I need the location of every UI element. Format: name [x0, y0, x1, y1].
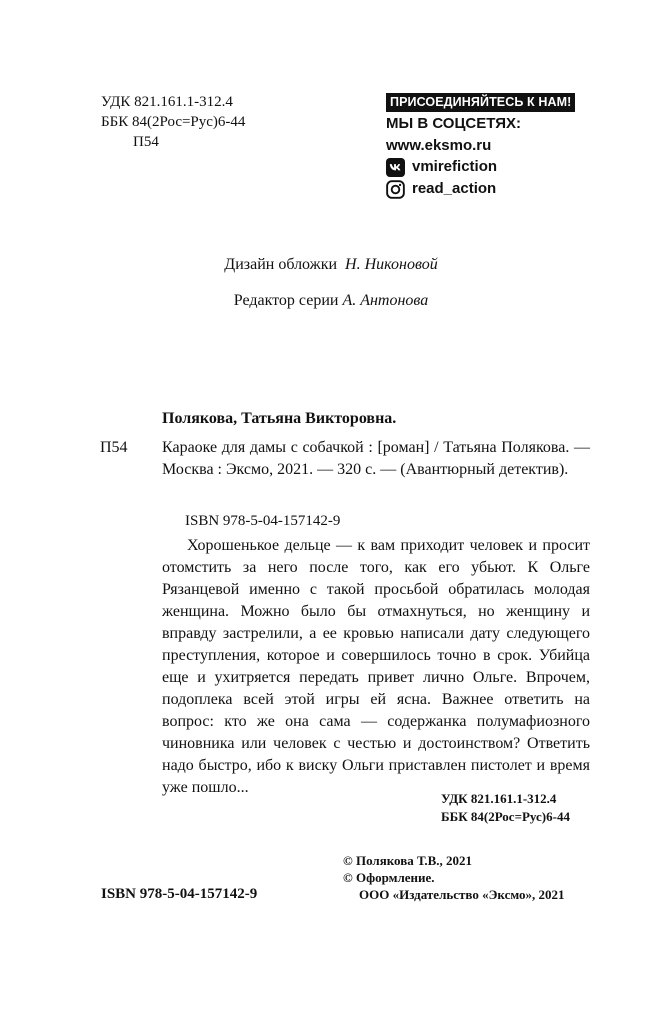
udk-right: УДК 821.161.1-312.4	[441, 791, 557, 806]
copyright-publisher: ООО «Издательство «Эксмо», 2021	[359, 887, 565, 902]
social-block	[386, 93, 575, 200]
copyright-author: © Полякова Т.В., 2021	[343, 853, 473, 868]
instagram-icon	[386, 180, 405, 199]
social-subtitle: МЫ В СОЦСЕТЯХ:	[386, 115, 522, 132]
series-editor-label: Редактор серии	[233, 292, 339, 309]
isbn-bottom: ISBN 978-5-04-157142-9	[101, 886, 258, 902]
cover-designer-name: Н. Никоновой	[345, 256, 438, 273]
copyright-design: © Оформление.	[343, 870, 435, 885]
catalog-description: Караоке для дамы с собачкой : [роман] / Татьяна Полякова. — Москва : Эксмо, 2021. — 320 с. — (Авантюрный детектив).	[162, 439, 590, 478]
cover-design-label: Дизайн обложки	[224, 256, 338, 273]
instagram-row[interactable]	[386, 178, 575, 200]
vk-row[interactable]	[386, 156, 575, 178]
bbk-right: ББК 84(2Рос=Рус)6-44	[441, 809, 570, 824]
udk-bbk-right	[441, 790, 570, 826]
series-editor-name: А. Антонова	[342, 292, 429, 309]
catalog-record	[100, 437, 590, 481]
bbk-code: ББК 84(2Рос=Рус)6-44	[101, 114, 246, 130]
vk-handle: vmirefiction	[412, 158, 498, 175]
copyright-block	[343, 852, 565, 903]
cover-design-credit	[0, 256, 662, 274]
udk-code: УДК 821.161.1-312.4	[101, 94, 233, 110]
instagram-handle: read_action	[412, 180, 497, 197]
catalog-author: Полякова, Татьяна Викторовна.	[162, 410, 397, 427]
catalog-isbn: ISBN 978-5-04-157142-9	[185, 513, 341, 529]
annotation	[162, 535, 590, 799]
join-banner: ПРИСОЕДИНЯЙТЕСЬ К НАМ!	[386, 93, 575, 112]
website-link[interactable]: www.eksmo.ru	[386, 137, 492, 154]
author-sign: П54	[133, 134, 159, 150]
vk-icon	[386, 158, 405, 177]
series-editor-credit	[0, 292, 662, 310]
classification-block	[101, 92, 245, 152]
annotation-text: Хорошенькое дельце — к вам приходит человек и просит отомстить за него после того, как его убьют. К Ольге Рязанцевой именно с такой просьбой обратилась молодая женщина. Можно было бы отмахнуться, но женщину и вправду застрелили, а ее кровью написали дату следующего преступления, которое и совершилось точно в срок. Убийца еще и ухитряется передать привет лично Ольге. Впрочем, подоплека всей этой игры ей ясна. Важнее ответить на вопрос: кто же она сама — содержанка полумафиозного чиновника или человек с честью и достоинством? Ответить надо быстро, ибо к виску Ольги приставлен пистолет и время уже пошло...	[162, 537, 590, 796]
catalog-sign: П54	[100, 439, 128, 456]
